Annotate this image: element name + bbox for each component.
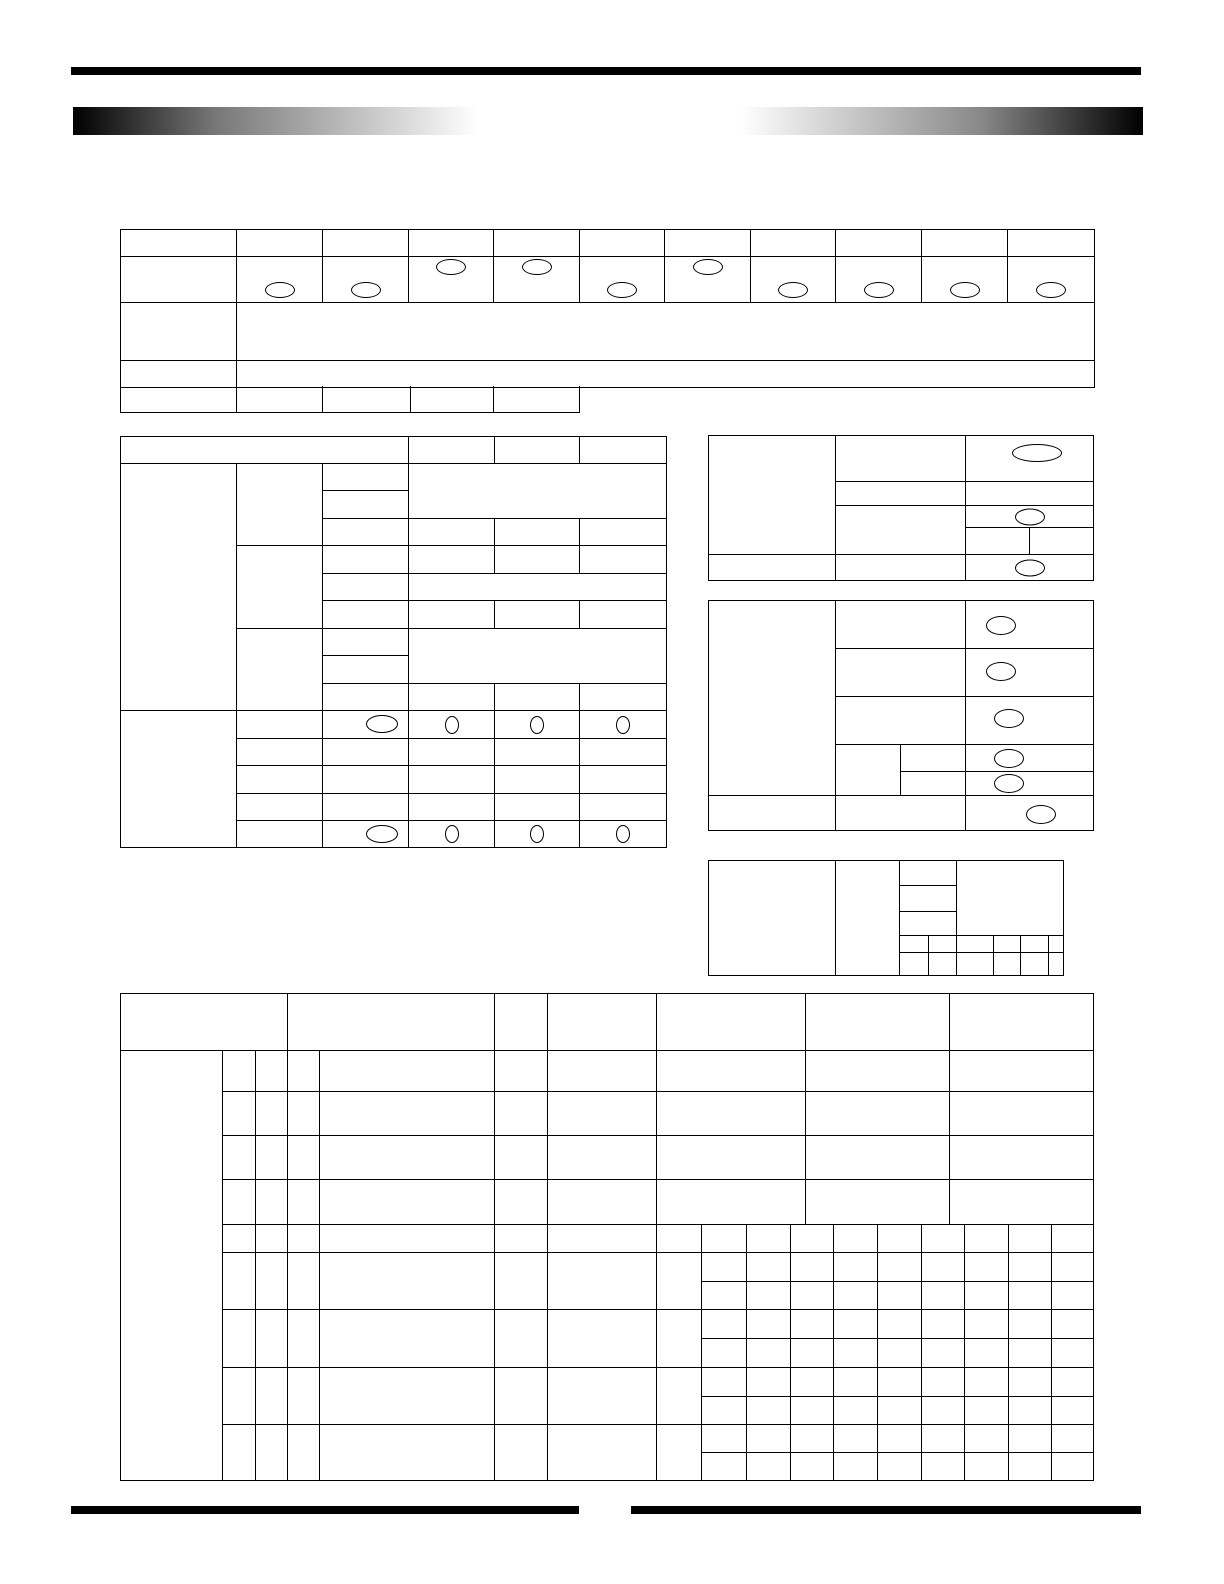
- bottom-rule-right: [631, 1506, 1141, 1514]
- bottom-rule-left: [71, 1506, 579, 1514]
